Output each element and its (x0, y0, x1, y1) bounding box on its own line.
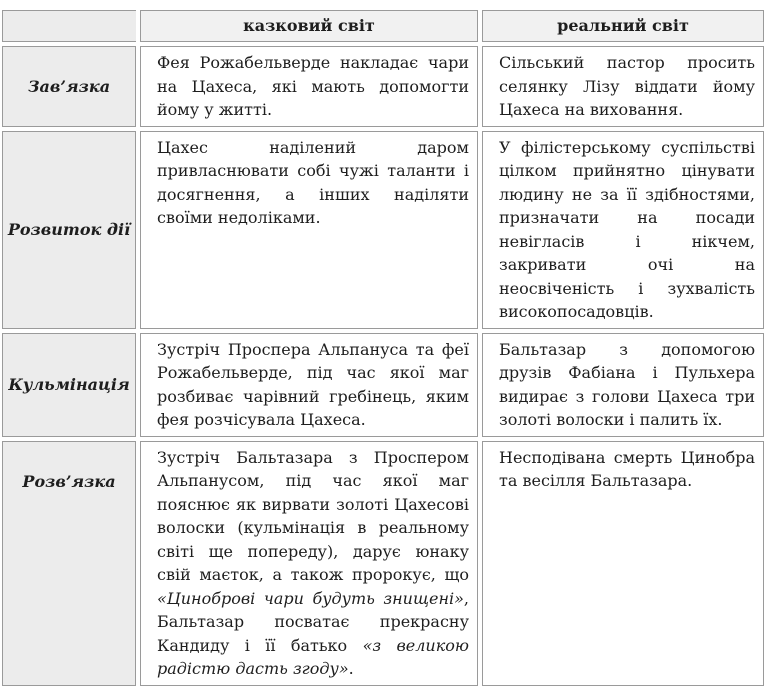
fairy-world-cell: Цахес наділений даром привласнювати собі чужі таланти і досягнення, а інших наділяти своїми недоліками. (140, 131, 478, 329)
consent-quote: «з великою радістю дасть згоду» (157, 635, 469, 678)
table-row (2, 131, 764, 329)
stage-label-exposition: Зав’язка (2, 46, 136, 127)
real-world-cell: У філістерському суспільстві цілком прийнятно цінувати людину не за її здібностями, призначати на посади невігласів і нікчем, закривати очі на неосвіченість і зухвалість високопосадовців. (482, 131, 764, 329)
prophecy-quote: «Циноброві чари будуть знищені» (157, 588, 464, 608)
table-header-row (2, 10, 764, 42)
fairy-world-cell: Фея Рожабельверде накладає чари на Цахеса, які мають допомогти йому у житті. (140, 46, 478, 127)
stage-label-development: Розвиток дії (2, 131, 136, 329)
header-fairy-world: казковий світ (140, 10, 478, 42)
header-real-world: реальний світ (482, 10, 764, 42)
table-row (2, 333, 764, 437)
resolution-text-middle: , Бальтазар посватає прекрасну Кандиду і її батько (157, 588, 469, 655)
table-row (2, 441, 764, 686)
resolution-text-end: . (348, 659, 354, 678)
resolution-text-start: Зустріч Бальтазара з Проспером Альпанусом, під час якої маг пояснює як вирвати золоті Цахесові волоски (кульмінація в реальному світі ще попереду), дарує юнаку свій маєток, а також пророкує, що (157, 447, 469, 584)
real-world-cell: Несподівана смерть Цинобра та весілля Бальтазара. (482, 441, 764, 686)
fairy-world-cell (140, 441, 478, 686)
stage-label-climax: Кульмінація (2, 333, 136, 437)
header-corner-cell (2, 10, 136, 42)
real-world-cell: Бальтазар з допомогою друзів Фабіана і Пульхера видирає з голови Цахеса три золоті волоски і палить їх. (482, 333, 764, 437)
fairy-world-cell: Зустріч Проспера Альпануса та феї Рожабельверде, під час якої маг розбиває чарівний гребінець, яким фея розчісувала Цахеса. (140, 333, 478, 437)
plot-structure-table (2, 6, 764, 690)
table-row (2, 46, 764, 127)
stage-label-resolution: Розв’язка (2, 441, 136, 686)
real-world-cell: Сільський пастор просить селянку Лізу віддати йому Цахеса на виховання. (482, 46, 764, 127)
